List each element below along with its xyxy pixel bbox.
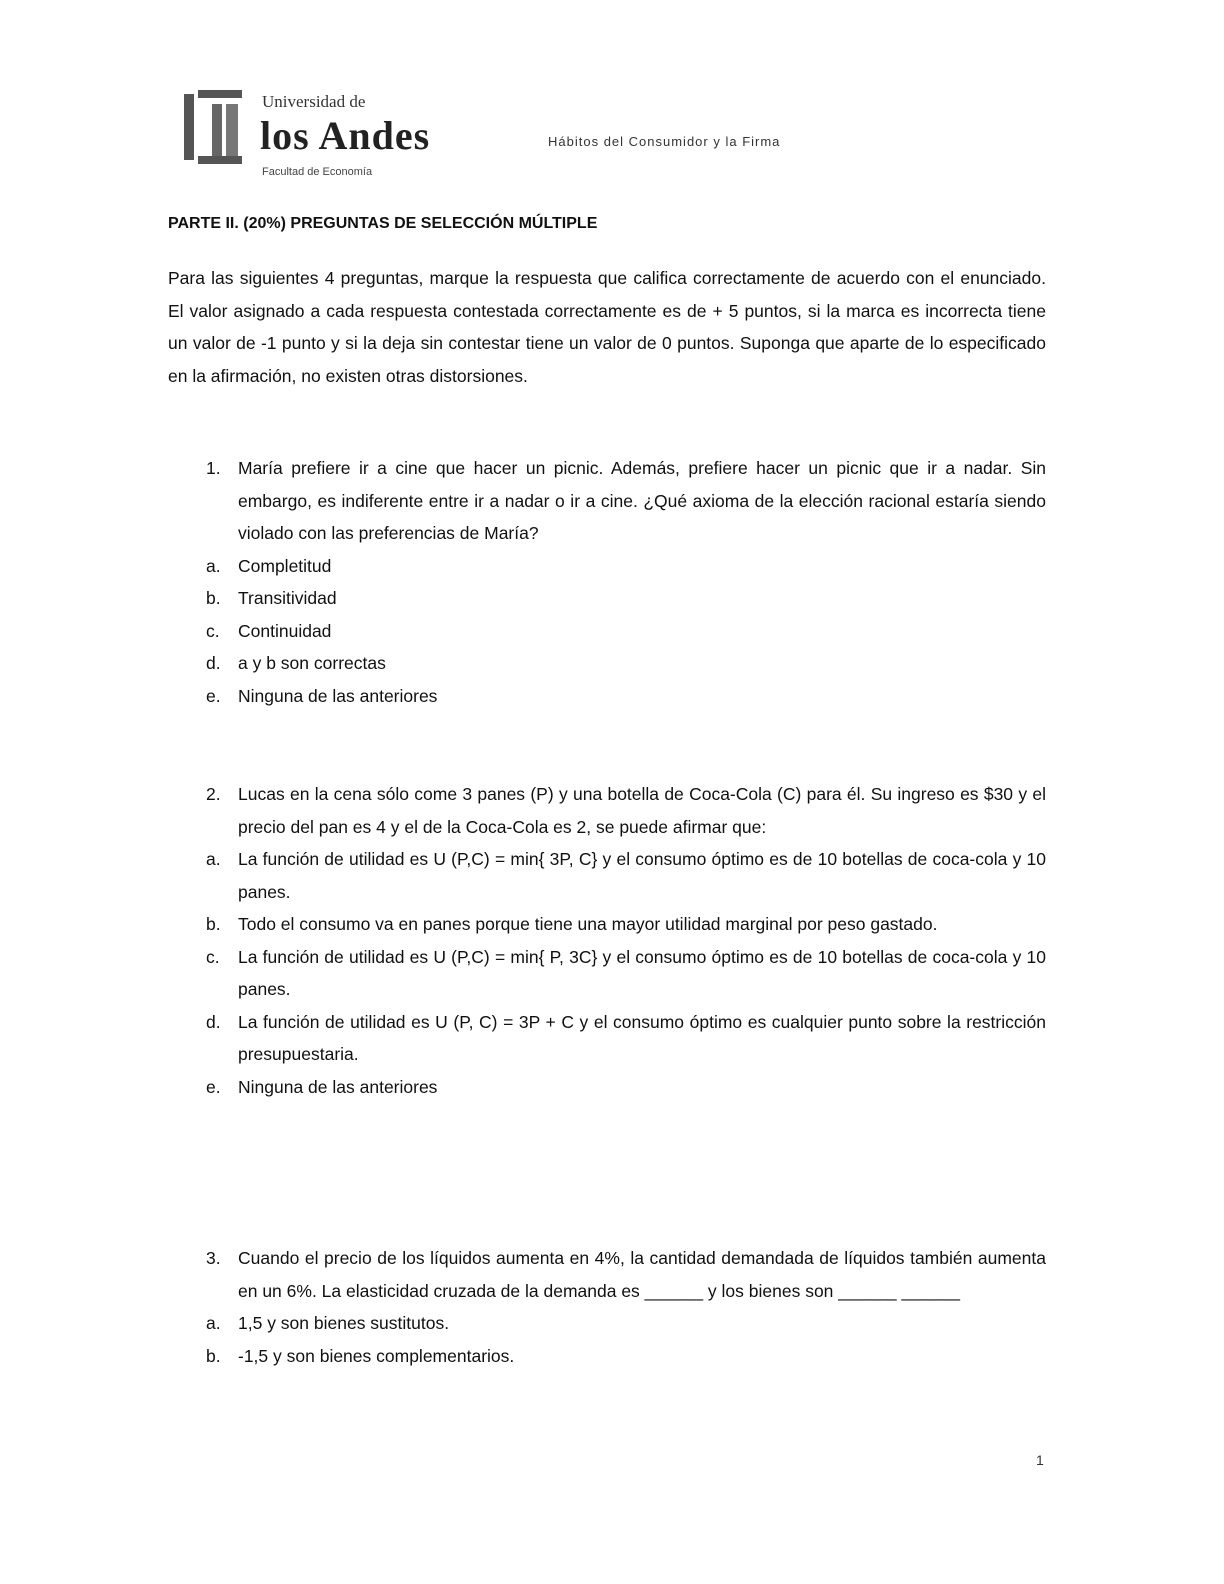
option-text: 1,5 y son bienes sustitutos. [238, 1313, 450, 1333]
option-letter: a. [206, 849, 221, 869]
question-number: 2. [206, 784, 221, 804]
option-text: La función de utilidad es U (P,C) = min{ 3P, C} y el consumo óptimo es de 10 botellas de coca-cola y 10 panes. [238, 849, 1046, 902]
course-title: Hábitos del Consumidor y la Firma [548, 134, 781, 149]
section-instructions: Para las siguientes 4 preguntas, marque la respuesta que califica correctamente de acuerdo con el enunciado. El valor asignado a cada respuesta contestada correctamente es de + 5 puntos, si la marca es incorrecta tiene un valor de -1 punto y si la deja sin contestar tiene un valor de 0 puntos. Suponga que aparte de lo especificado en la afirmación, no existen otras distorsiones. [168, 268, 1046, 386]
question-text: Lucas en la cena sólo come 3 panes (P) y una botella de Coca-Cola (C) para él. Su ingreso es $30 y el precio del pan es 4 y el de la Coca-Cola es 2, se puede afirmar que: [238, 784, 1046, 837]
answer-option-a [206, 1307, 1046, 1340]
question-stem [206, 1242, 1046, 1307]
option-text: La función de utilidad es U (P,C) = min{ P, 3C} y el consumo óptimo es de 10 botellas de coca-cola y 10 panes. [238, 946, 1046, 999]
option-letter: b. [206, 588, 221, 608]
option-letter: b. [206, 914, 221, 934]
option-letter: c. [206, 946, 220, 967]
option-text: Continuidad [238, 620, 332, 641]
option-letter: d. [206, 653, 221, 673]
answer-option-d [206, 1006, 1046, 1071]
option-letter: e. [206, 685, 221, 706]
option-letter: e. [206, 1076, 221, 1097]
option-letter: c. [206, 620, 220, 641]
option-text: Completitud [238, 555, 332, 576]
question-stem [206, 452, 1046, 550]
logo-text-line2: los Andes [260, 113, 431, 158]
logo-text-line1: Universidad de [262, 92, 366, 111]
university-crest-icon [182, 90, 252, 164]
question-number: 1. [206, 458, 221, 478]
answer-option-c [206, 941, 1046, 1006]
question-text: María prefiere ir a cine que hacer un picnic. Además, prefiere hacer un picnic que ir a nadar. Sin embargo, es indiferente entre ir a nadar o ir a cine. ¿Qué axioma de la elección racional estaría siendo violado con las preferencias de María? [238, 458, 1046, 543]
option-letter: a. [206, 1313, 221, 1333]
answer-option-a [206, 550, 1046, 583]
answer-option-d [206, 647, 1046, 680]
option-text: Ninguna de las anteriores [238, 1076, 438, 1097]
option-text: Transitividad [238, 588, 337, 608]
option-letter: d. [206, 1011, 221, 1032]
answer-option-e [206, 1071, 1046, 1104]
answer-option-e [206, 680, 1046, 713]
answer-option-b [206, 908, 1046, 941]
option-text: a y b son correctas [238, 653, 386, 673]
question-3 [206, 1242, 1046, 1372]
logo-text-line3: Facultad de Economía [262, 166, 373, 178]
question-number: 3. [206, 1248, 221, 1268]
page-number: 1 [1036, 1452, 1044, 1468]
answer-option-b [206, 582, 1046, 615]
option-letter: b. [206, 1345, 221, 1366]
question-2 [206, 778, 1046, 1103]
option-letter: a. [206, 555, 221, 576]
option-text: Ninguna de las anteriores [238, 685, 438, 706]
answer-option-c [206, 615, 1046, 648]
answer-option-a [206, 843, 1046, 908]
university-logo [182, 88, 447, 188]
question-stem [206, 778, 1046, 843]
question-text: Cuando el precio de los líquidos aumenta en 4%, la cantidad demandada de líquidos también aumenta en un 6%. La elasticidad cruzada de la demanda es ______ y los bienes son ______ ______ [238, 1248, 1046, 1301]
option-text: Todo el consumo va en panes porque tiene una mayor utilidad marginal por peso gastado. [238, 914, 938, 934]
option-text: -1,5 y son bienes complementarios. [238, 1345, 515, 1366]
answer-option-b [206, 1340, 1046, 1373]
option-text: La función de utilidad es U (P, C) = 3P + C y el consumo óptimo es cualquier punto sobre la restricción presupuestaria. [238, 1011, 1046, 1064]
section-title: PARTE II. (20%) PREGUNTAS DE SELECCIÓN MÚLTIPLE [168, 215, 598, 232]
question-1 [206, 452, 1046, 712]
